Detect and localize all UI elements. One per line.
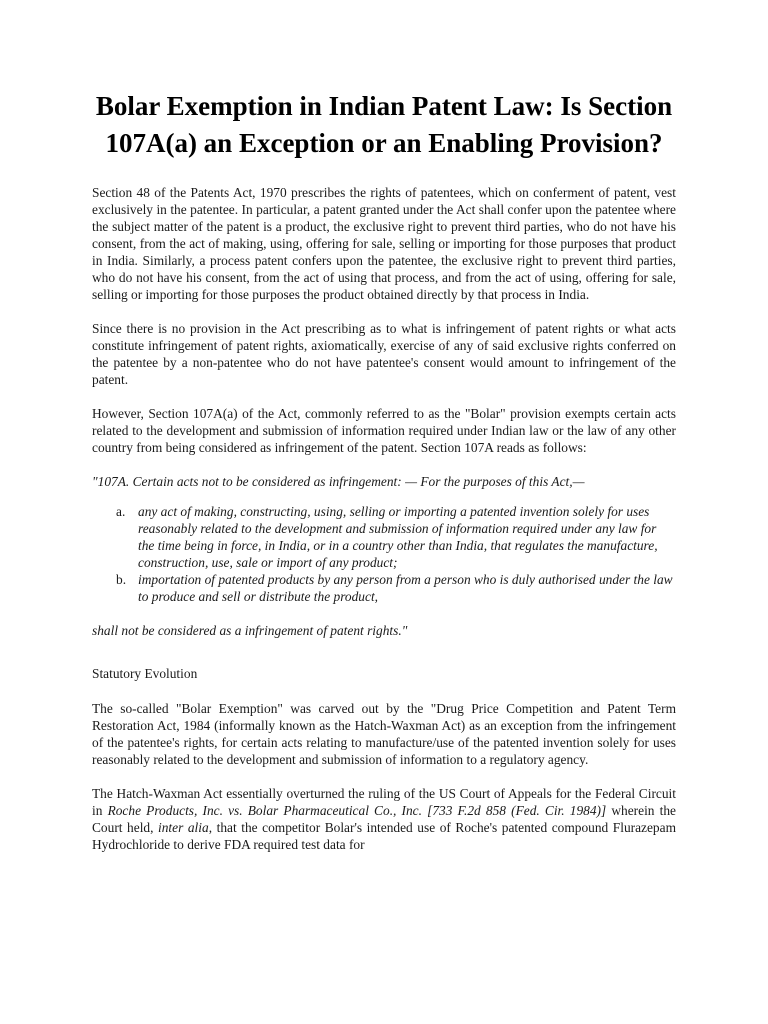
quote-intro: "107A. Certain acts not to be considered as infringement: — For the purposes of this Act,— bbox=[92, 474, 585, 489]
paragraph-infringement: Since there is no provision in the Act prescribing as to what is infringement of patent rights or what acts constitute infringement of patent rights, axiomatically, exercise of any of said exclusive rights conferred on the patentee by a non-patentee who do not have patentee's consent would amount to infringement of the patent. bbox=[92, 321, 676, 387]
clause-item bbox=[116, 503, 676, 571]
clause-text: importation of patented products by any person from a person who is duly authorised under the law to produce and sell or distribute the product, bbox=[138, 572, 673, 604]
case-citation: Roche Products, Inc. vs. Bolar Pharmaceutical Co., Inc. [733 F.2d 858 (Fed. Cir. 1984)] bbox=[107, 803, 607, 818]
paragraph-hatch-waxman bbox=[92, 785, 676, 853]
text-span: The Hatch-Waxman Act essentially overturned the ruling of the US Court of Appeals for the Federal Circuit in bbox=[92, 786, 676, 818]
clause-marker: a. bbox=[116, 504, 126, 519]
section-heading: Statutory Evolution bbox=[92, 666, 198, 681]
paragraph-bolar-exemption: The so-called "Bolar Exemption" was carved out by the "Drug Price Competition and Patent Term Restoration Act, 1984 (informally known as the Hatch-Waxman Act) as an exception from the infringement of the patentee's rights, for certain acts relating to manufacture/use of the patented invention solely for uses reasonably related to the development and submission of information to a regulatory agency. bbox=[92, 701, 676, 767]
clause-marker: b. bbox=[116, 572, 127, 587]
paragraph-section-48: Section 48 of the Patents Act, 1970 prescribes the rights of patentees, which on conferment of patent, vest exclusively in the patentee. In particular, a patent granted under the Act shall confer upon the patentee where the subject matter of the patent is a product, the exclusive right to prevent third parties, who do not have his consent, from the act of making, using, offering for sale, selling or importing for those purposes that product in India. Similarly, a process patent confers upon the patentee, the exclusive right to prevent third parties, who do not have his consent, from the act of using that process, and from the act of using, offering for sale, selling or importing for those purposes the product obtained directly by that process in India. bbox=[92, 185, 676, 302]
document-title: Bolar Exemption in Indian Patent Law: Is Section 107A(a) an Exception or an Enabling Provision? bbox=[95, 91, 673, 158]
text-span: wherein the Court held, bbox=[92, 803, 676, 835]
inter-alia-text: inter alia bbox=[158, 820, 209, 835]
clause-list bbox=[92, 503, 676, 605]
paragraph-section-107a: However, Section 107A(a) of the Act, commonly referred to as the "Bolar" provision exempts certain acts related to the development and submission of information required under Indian law or the law of any other country from being considered as infringement of the patent. Section 107A reads as follows: bbox=[92, 406, 676, 455]
text-span: , that the competitor Bolar's intended use of Roche's patented compound Flurazepam Hydrochloride to derive FDA required test data for bbox=[92, 820, 676, 852]
clause-item bbox=[116, 571, 676, 605]
clause-text: any act of making, constructing, using, selling or importing a patented invention solely for uses reasonably related to the development and submission of information required under any law for the time being in force, in India, or in a country other than India, that regulates the manufacture, construction, use, sale or import of any product; bbox=[138, 504, 658, 570]
quote-closing: shall not be considered as a infringement of patent rights." bbox=[92, 623, 408, 638]
